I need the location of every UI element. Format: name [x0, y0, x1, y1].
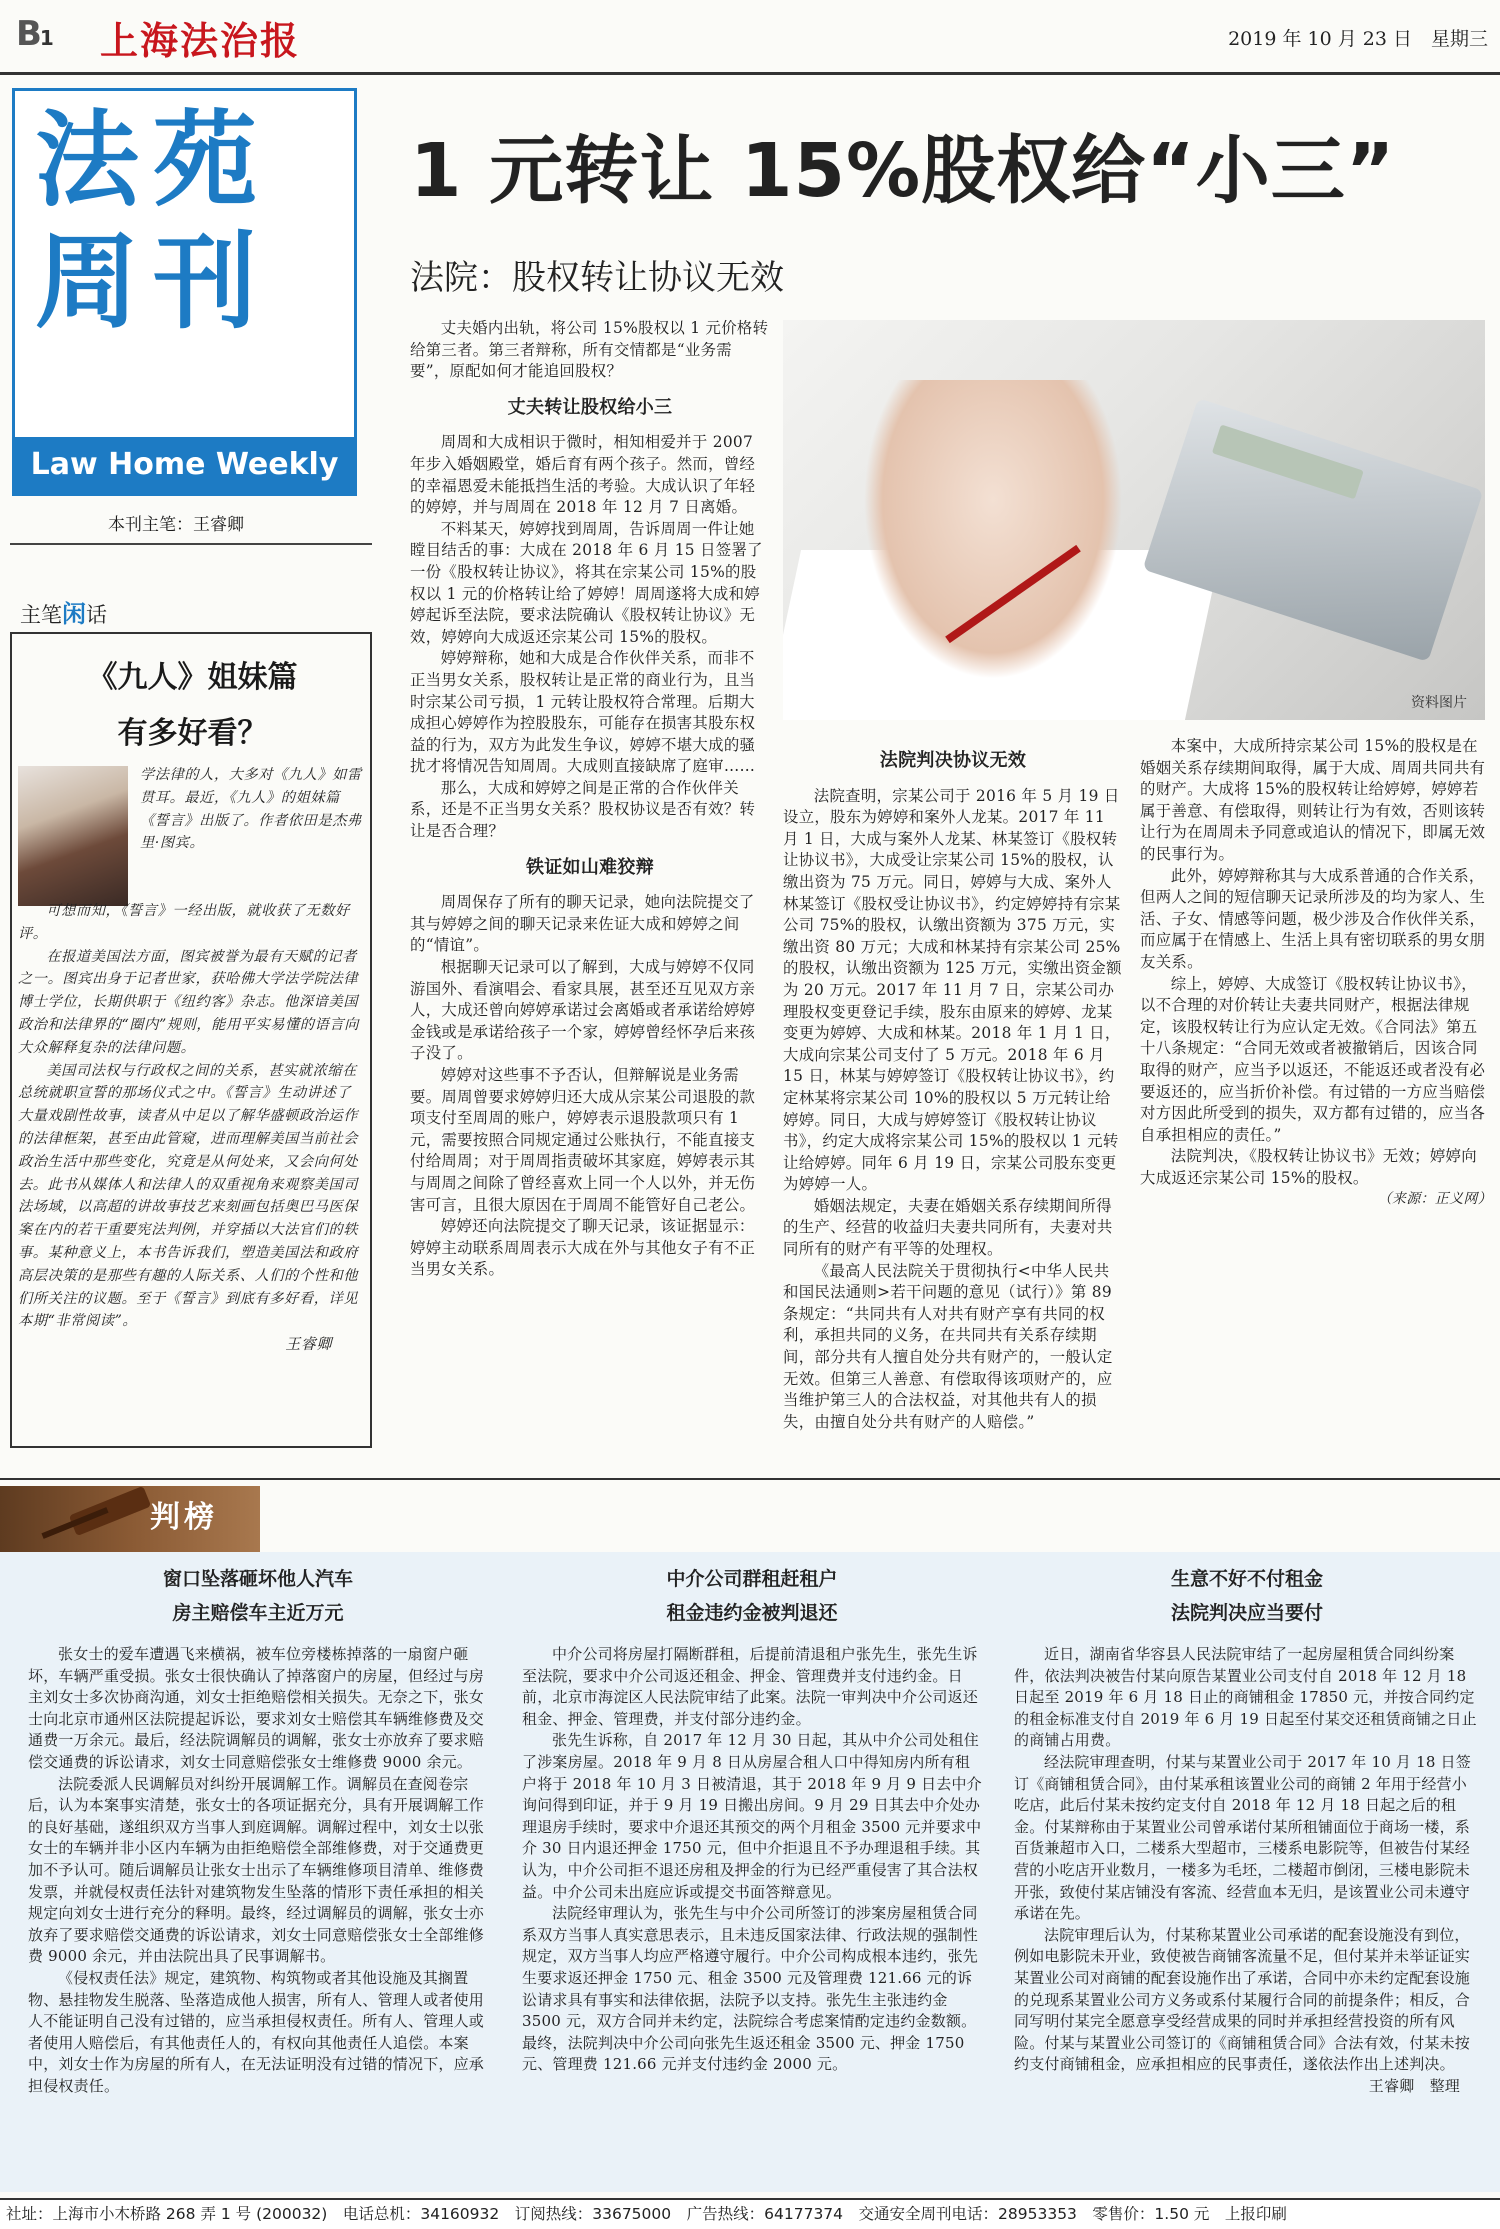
bottom-paragraph: 法院经审理认为，张先生与中介公司所签订的涉案房屋租赁合同系双方当事人真实意思表示，且未违反国家法律、行政法规的强制性规定，双方当事人均应严格遵守履行。中介公司构成根本违约，张先生要求返还押金 1750 元、租金 3500 元及管理费 121.66 元的诉讼请求具有事实和法律依据，法院予以支持。张先生主张违约金 3500 元，双方合同并未约定，法院综合考虑案情酌定违约金数额。最终，法院判决中介公司向张先生返还租金 3500 元、押金 1750 元、管理费 121.66 元并支付违约金 2000 元。	[522, 1904, 979, 2074]
section-divider	[0, 1478, 1500, 1480]
column-paragraph: 美国司法权与行政权之间的关系，甚实就浓缩在总统就职宣誓的那场仪式之中。《誓言》生动讲述了大量戏剧性故事，读者从中足以了解华盛顿政治运作的法律框架，甚至由此管窥，进而理解美国当前社会政治生活中那些变化，究竟是从何处来，又会向何处去。此书从媒体人和法律人的双重视角来观察美国司法场域，以高超的讲故事技艺来刻画包括奥巴马医保案在内的若干重要宪法判例，并穿插以大法官们的轶事。某种意义上，本书告诉我们，塑造美国法和政府高层决策的是那些有趣的人际关系、人们的个性和他们所关注的议题。至于《誓言》到底有多好看，详见本期“非常阅读”。	[18, 1062, 359, 1330]
column-paragraph: 在报道美国法方面，图宾被誉为最有天赋的记者之一。图宾出身于记者世家，获哈佛大学法学院法律博士学位，长期供职于《纽约客》杂志。他深谙美国政治和法律界的“圈内”规则，能用平实易懂的语言向大众解释复杂的法律问题。	[18, 948, 360, 1056]
article-section-heading: 铁证如山难狡辩	[525, 856, 655, 878]
bottom-paragraph: 法院委派人民调解员对纠纷开展调解工作。调解员在查阅卷宗后，认为本案事实清楚，张女士的各项证据充分，具有开展调解工作的良好基础，遂组织双方当事人到庭调解。调解过程中，刘女士以张女士的车辆并非小区内车辆为由拒绝赔偿全部维修费，对于交通费更加不予认可。随后调解员让张女士出示了车辆维修项目清单、维修费发票，并就侵权责任法针对建筑物发生坠落的情形下责任承担的相关规定向刘女士进行充分的释明。最终，经过调解员的调解，张女士亦放弃了要求赔偿交通费的诉讼请求，刘女士同意赔偿张女士全部维修费 9000 余元，并由法院出具了民事调解书。	[28, 1774, 485, 1966]
author-photo	[18, 766, 128, 906]
page-sub: 1	[39, 26, 52, 50]
article-paragraph: 《最高人民法院关于贯彻执行<中华人民共和国民法通则>若干问题的意见（试行）》第 89 条规定：“共同共有人对共有财产享有共同的权利，承担共同的义务，在共同共有关系存续期间，部分共有人擅自处分共有财产的，一般认定无效。但第三人善意、有偿取得该项财产的，应当维护第三人的合法权益，对其他共有人的损失，由擅自处分共有财产的人赔偿。”	[783, 1261, 1113, 1431]
article-column-3	[1140, 736, 1492, 1211]
bottom-article-title: 中介公司群租赶租户	[666, 1568, 838, 1590]
column-signature: 王睿卿	[285, 1335, 332, 1354]
bottom-paragraph: 《侵权责任法》规定，建筑物、构筑物或者其他设施及其搁置物、悬挂物发生脱落、坠落造成他人损害，所有人、管理人或者使用人不能证明自己没有过错的，应当承担侵权责任。所有人、管理人或者使用人赔偿后，有其他责任人的，有权向其他责任人追偿。本案中，刘女士作为房屋的所有人，在无法证明没有过错的情况下，应承担侵权责任。	[28, 1968, 485, 2095]
bottom-article-3	[1014, 1562, 1480, 2097]
article-paragraph: 周周和大成相识于微时，相知相爱并于 2007 年步入婚姻殿堂，婚后育有两个孩子。然而，曾经的幸福恩爱未能抵挡生活的考验。大成认识了年轻的婷婷，并与周周在 2018 年 12 月 7 日离婚。	[410, 433, 756, 517]
bottom-article-subtitle: 房主赔偿车主近万元	[172, 1602, 344, 1624]
header-divider	[0, 72, 1500, 75]
bottom-article-title: 窗口坠落砸坏他人汽车	[162, 1568, 353, 1590]
column-title-line2: 有多好看？	[117, 716, 268, 751]
article-paragraph: 婷婷对这些事不予否认，但辩解说是业务需要。周周曾要求婷婷归还大成从宗某公司退股的款项支付至周周的账户，婷婷表示退股款项只有 1 元，需要按照合同规定通过公账执行，不能直接支付给周周；对于周周指责破坏其家庭，婷婷表示其与周周之间除了曾经喜欢上同一个人以外，并无伤害可言，且很大原因在于周周不能管好自己老公。	[410, 1066, 756, 1214]
article-photo	[783, 320, 1485, 720]
bottom-paragraph: 法院审理后认为，付某称某置业公司承诺的配套设施没有到位，例如电影院未开业，致使被告商铺客流量不足，但付某并未举证证实某置业公司对商铺的配套设施作出了承诺，合同中亦未约定配套设施的兑现系某置业公司方义务或系付某履行合同的前提条件；相反，合同写明付某完全愿意享受经营成果的同时并承担经营投资的所有风险。付某与某置业公司签订的《商铺租赁合同》合法有效，付某未按约支付商铺租金，应承担相应的民事责任，遂依法作出上述判决。	[1014, 1925, 1471, 2074]
column-title-line1: 《九人》姐妹篇	[87, 660, 298, 695]
article-headline: 1 元转让 15%股权给“小三”	[410, 128, 1396, 214]
article-paragraph: 综上，婷婷、大成签订《股权转让协议书》，以不合理的对价转让夫妻共同财产，根据法律规定，该股权转让行为应认定无效。《合同法》第五十八条规定：“合同无效或者被撤销后，因该合同取得的财产，应当予以返还，不能返还或者没有必要返还的，应当折价补偿。有过错的一方应当赔偿对方因此所受到的损失，双方都有过错的，应当各自承担相应的责任。”	[1140, 974, 1486, 1144]
article-column-1	[410, 318, 770, 1281]
section-title-en: Law Home Weekly	[15, 437, 354, 493]
page-footer: 社址：上海市小木桥路 268 弄 1 号 (200032) 电话总机：34160932 订阅热线：33675000 广告热线：64177374 交通安全周刊电话：28953353 零售价：1.50 元 上报印刷	[0, 2198, 1500, 2229]
calculator-screen	[1212, 424, 1364, 499]
column-heading-right: 话	[86, 603, 107, 627]
photo-caption: 资料图片	[1411, 695, 1467, 711]
article-paragraph: 法院查明，宗某公司于 2016 年 5 月 19 日设立，股东为婷婷和案外人龙某。2017 年 11 月 1 日，大成与案外人龙某、林某签订《股权转让协议书》，大成受让宗某公司 15%的股权，认缴出资为 75 万元。同日，婷婷与大成、案外人林某签订《股权受让协议书》，约定婷婷持有宗某公司 75%的股权，认缴出资额为 375 万元，实缴出资 80 万元；大成和林某持有宗某公司 25%的股权，认缴出资额为 125 万元，实缴出资金额为 20 万元。2017 年 11 月 7 日，宗某公司办理股权变更登记手续，股东由原来的婷婷、龙某变更为婷婷、大成和林某。2018 年 1 月 1 日，大成向宗某公司支付了 5 万元。2018 年 6 月 15 日，林某与婷婷签订《股权转让协议书》，约定林某将宗某公司 10%的股权以 5 万元转让给婷婷。同日，大成与婷婷签订《股权转让协议书》，约定大成将宗某公司 15%的股权以 1 元转让给婷婷。同年 6 月 19 日，宗某公司股东变更为婷婷一人。	[783, 786, 1122, 1194]
article-paragraph: 根据聊天记录可以了解到，大成与婷婷不仅同游国外、看演唱会、看家具展，甚至还互见双方亲人，大成还曾向婷婷承诺过会离婚或者承诺给婷婷金钱或是承诺给孩子一个家，婷婷曾经怀孕后来孩子没了。	[410, 958, 756, 1063]
article-lead: 丈夫婚内出轨，将公司 15%股权以 1 元价格转给第三者。第三者辩称，所有交情都是“业务需要”，原配如何才能追回股权？	[410, 319, 769, 381]
article-section-heading: 法院判决协议无效	[879, 750, 1027, 771]
column-heading	[20, 594, 107, 629]
section-title: 法苑周刊	[35, 99, 272, 343]
article-source: （来源：正义网）	[1377, 1191, 1492, 1208]
column-heading-left: 主笔	[20, 603, 62, 627]
bottom-paragraph: 张先生诉称，自 2017 年 12 月 30 日起，其从中介公司处租住了涉案房屋。2018 年 9 月 8 日从房屋合租人口中得知房内所有租户将于 2018 年 10 月 3 日被清退，其于 2018 年 9 月 9 日去中介询问得到印证，并于 9 月 19 日搬出房间。9 月 29 日其去中介处办理退房手续时，要求中介退还其预交的两个月租金 3500 元并要求中介 30 日内退还押金 1750 元，但中介拒退且不予办理退租手续。其认为，中介公司拒不退还房租及押金的行为已经严重侵害了其合法权益。中介公司未出庭应诉或提交书面答辩意见。	[522, 1731, 982, 1901]
article-paragraph: 此外，婷婷辩称其与大成系普通的合作关系，但两人之间的短信聊天记录所涉及的均为家人、生活、子女、情感等问题，极少涉及合作伙伴关系，而应属于在情感上、生活上具有密切联系的男女朋友关系。	[1140, 866, 1486, 971]
bottom-signature: 王睿卿 整理	[1368, 2076, 1460, 2095]
section-masthead	[12, 88, 357, 496]
article-paragraph: 婷婷还向法院提交了聊天记录，该证据显示：婷婷主动联系周周表示大成在外与其他女子有不正当男女关系。	[410, 1217, 756, 1279]
bottom-article-subtitle: 租金违约金被判退还	[666, 1602, 838, 1624]
photo-hand	[863, 380, 1123, 680]
article-paragraph: 婚姻法规定，夫妻在婚姻关系存续期间所得的生产、经营的收益归夫妻共同所有，夫妻对共同所有的财产有平等的处理权。	[783, 1196, 1113, 1259]
bottom-paragraph: 中介公司将房屋打隔断群租，后提前清退租户张先生，张先生诉至法院，要求中介公司返还租金、押金、管理费并支付违约金。日前，北京市海淀区人民法院审结了此案。法院一审判决中介公司返还租金、押金、管理费，并支付部分违约金。	[522, 1645, 979, 1728]
bottom-article-subtitle: 法院判决应当要付	[1170, 1602, 1323, 1624]
newspaper-logo: 上海法治报	[100, 18, 301, 63]
issue-date: 2019 年 10 月 23 日 星期三	[1228, 28, 1488, 50]
bottom-article-1	[28, 1562, 488, 2097]
article-paragraph: 法院判决，《股权转让协议书》无效；婷婷向大成返还宗某公司 15%的股权。	[1140, 1147, 1477, 1187]
column-paragraph: 可想而知，《誓言》一经出版，就收获了无数好评。	[18, 903, 350, 942]
column-title	[20, 650, 365, 762]
masthead-divider	[10, 543, 372, 545]
article-paragraph: 婷婷辩称，她和大成是合作伙伴关系，而非不正当男女关系，股权转让是正常的商业行为，且当时宗某公司亏损，1 元转让股权符合常理。后期大成担心婷婷作为控股股东，可能存在损害其股东权益的行为，双方为此发生争议，婷婷不堪大成的骚扰才将情况告知周周。大成则直接缺席了庭审……	[410, 649, 756, 776]
article-paragraph: 那么，大成和婷婷之间是正常的合作伙伴关系，还是不正当男女关系？股权协议是否有效？转让是否合理？	[410, 778, 756, 841]
article-paragraph: 本案中，大成所持宗某公司 15%的股权是在婚姻关系存续期间取得，属于大成、周周共同共有的财产。大成将 15%的股权转让给婷婷，婷婷若属于善意、有偿取得，则转让行为有效，否则该转让行为在周周未予同意或追认的情况下，即属无效的民事行为。	[1140, 737, 1486, 863]
section-editor: 本刊主笔：王睿卿	[108, 515, 244, 535]
column-body	[18, 900, 362, 1356]
article-column-2	[783, 736, 1123, 1433]
bottom-article-2	[522, 1562, 982, 2076]
page-letter: B	[16, 14, 40, 54]
bottom-paragraph: 近日，湖南省华容县人民法院审结了一起房屋租赁合同纠纷案件，依法判决被告付某向原告某置业公司支付自 2018 年 12 月 18 日起至 2019 年 6 月 18 日止的商铺租金 17850 元，并按合同约定的租金标准支付自 2019 年 6 月 19 日起至付某交还租赁商铺之日止的商铺占用费。	[1014, 1645, 1477, 1750]
bottom-paragraph: 经法院审理查明，付某与某置业公司于 2017 年 10 月 18 日签订《商铺租赁合同》，由付某承租该置业公司的商铺 2 年用于经营小吃店，此后付某未按约定支付自 2018 年 12 月 18 日起之后的租金。付某辩称由于某置业公司曾承诺付某所租铺面位于商场一楼，系百货兼超市入口，二楼系大型超市，三楼系电影院等，但被告付某经营的小吃店开业数月，一楼多为毛坯，二楼超市倒闭，三楼电影院未开张，致使付某店铺没有客流、经营血本无归，是该置业公司未遵守承诺在先。	[1014, 1752, 1471, 1923]
column-heading-highlight: 闲	[62, 600, 86, 628]
section-banner-label: 判榜	[150, 1500, 218, 1535]
article-section-heading: 丈夫转让股权给小三	[507, 396, 673, 418]
article-paragraph: 不料某天，婷婷找到周周，告诉周周一件让她瞠目结舌的事：大成在 2018 年 6 月 15 日签署了一份《股权转让协议》，将其在宗某公司 15%的股权以 1 元的价格转让给了婷婷！周周遂将大成和婷婷起诉至法院，要求法院确认《股权转让协议》无效，婷婷向大成返还宗某公司 15%的股权。	[410, 519, 763, 646]
bottom-article-title: 生意不好不付租金	[1170, 1568, 1323, 1590]
article-subheadline: 法院：股权转让协议无效	[410, 258, 784, 298]
column-intro: 学法律的人，大多对《九人》如雷贯耳。最近，《九人》的姐妹篇《誓言》出版了。作者依田是杰弗里·图宾。	[140, 767, 362, 852]
article-paragraph: 周周保存了所有的聊天记录，她向法院提交了其与婷婷之间的聊天记录来佐证大成和婷婷之间的“情谊”。	[410, 893, 755, 955]
bottom-paragraph: 张女士的爱车遭遇飞来横祸，被车位旁楼栋掉落的一扇窗户砸坏，车辆严重受损。张女士很快确认了掉落窗户的房屋，但经过与房主刘女士多次协商沟通，刘女士拒绝赔偿相关损失。无奈之下，张女士向北京市通州区法院提起诉讼，要求刘女士赔偿其车辆维修费及交通费一万余元。最后，经法院调解员的调解，张女士亦放弃了要求赔偿交通费的诉讼请求，刘女士同意赔偿张女士维修费 9000 余元。	[28, 1645, 485, 1771]
page-number	[16, 14, 52, 54]
